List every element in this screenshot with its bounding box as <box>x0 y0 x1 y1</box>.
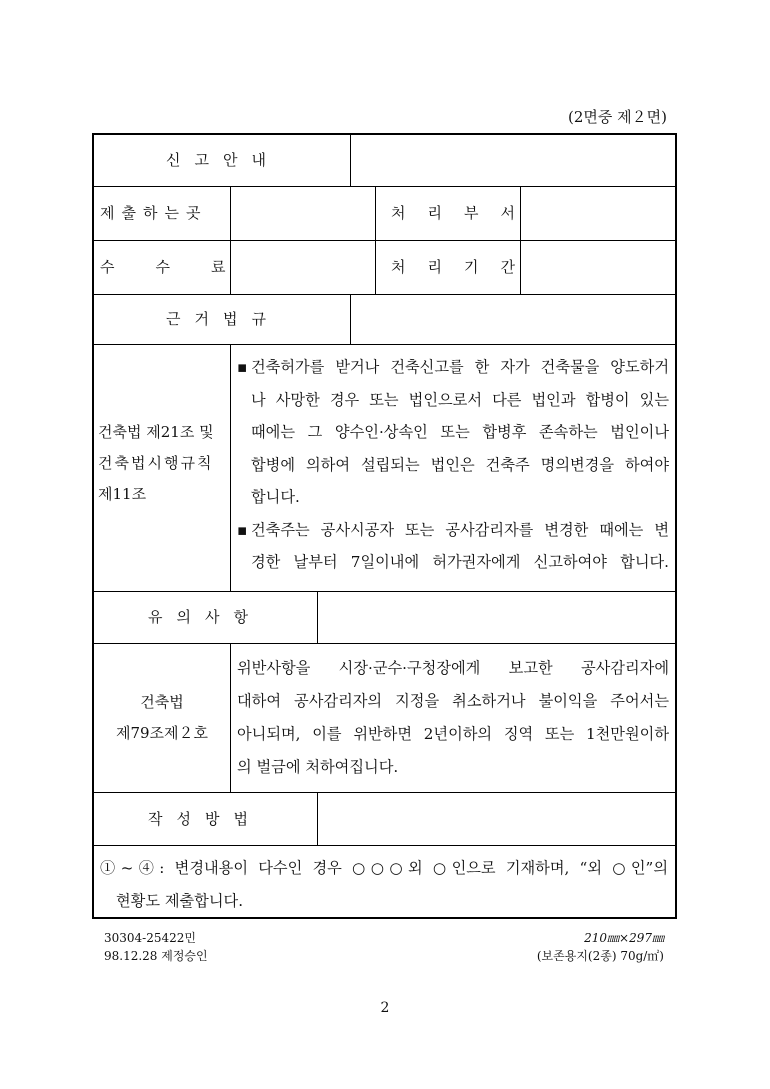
row-divider <box>94 643 675 644</box>
text-line <box>237 514 669 547</box>
col-divider <box>350 135 351 186</box>
approval-date: 98.12.28 제정승인 <box>104 949 208 963</box>
text: 건축주는 공사시공자 또는 공사감리자를 변경한 때에는 변 <box>251 520 669 539</box>
notes-title: 유의사항 <box>148 608 262 626</box>
method-description <box>100 852 668 918</box>
law2-description <box>237 652 669 784</box>
col-divider <box>230 186 231 294</box>
text-line <box>251 351 669 384</box>
text: 합병에 의하여 설립되는 법인은 건축주 명의변경을 하여야 <box>251 455 669 474</box>
law1-reference <box>94 417 234 510</box>
row-divider <box>94 845 675 846</box>
text-line <box>237 416 669 449</box>
period-label: 처리기간 <box>391 258 537 276</box>
dept-label: 처리부서 <box>391 204 537 222</box>
text-line <box>237 449 669 482</box>
bullet-icon: ▪ <box>237 358 248 376</box>
page-label: (2면중 제２면) <box>568 108 667 126</box>
law1-description <box>237 351 669 579</box>
law1-line: 건축법 제21조 및 <box>98 423 214 441</box>
text: 아니되며, 이를 위반하면 2년이하의 징역 또는 1천만원이하 <box>237 725 669 743</box>
page-number: 2 <box>380 1000 390 1016</box>
text: 합니다. <box>251 488 300 506</box>
text-line <box>237 652 669 685</box>
law2-reference <box>94 687 230 749</box>
paper-type: (보존용지(2종) 70g/㎡) <box>536 949 664 963</box>
text-line <box>100 885 668 918</box>
text-line <box>237 685 669 718</box>
text: 경한 날부터 7일이내에 허가권자에게 신고하여야 합니다. <box>251 553 669 571</box>
col-divider <box>520 186 521 294</box>
text: 현황도 제출합니다. <box>116 892 244 910</box>
form-code: 30304-25422민 <box>104 931 196 945</box>
law1-line: 건축법시행규칙 <box>98 454 214 472</box>
text: ①~④: 변경내용이 다수인 경우 ○○○외 ○인으로 기재하며, “외 ○인”의 <box>100 859 668 877</box>
row-divider <box>94 240 675 241</box>
law2-line: 제79조제２호 <box>115 724 209 742</box>
basis-title: 근거법규 <box>166 310 280 328</box>
text-line <box>237 481 669 514</box>
text: 나 사망한 경우 또는 법인으로서 다른 법인과 합병이 있는 <box>251 390 669 409</box>
text-line <box>237 546 669 579</box>
report-guide-form <box>92 133 677 919</box>
bullet-icon: ▪ <box>237 520 248 539</box>
row-divider <box>94 591 675 592</box>
row-divider <box>94 186 675 187</box>
text: 때에는 그 양수인·상속인 또는 합병후 존속하는 법인이나 <box>251 423 669 441</box>
law1-line: 제11조 <box>98 485 147 503</box>
law2-line: 건축법 <box>140 693 184 711</box>
text-line <box>237 384 669 417</box>
text-line <box>237 718 669 751</box>
col-divider <box>350 294 351 344</box>
col-divider <box>317 792 318 845</box>
row-divider <box>94 344 675 345</box>
text: 의 벌금에 처하여집니다. <box>237 758 399 776</box>
fee-label: 수수료 <box>100 258 267 276</box>
row-divider <box>94 294 675 295</box>
paper-size: 210㎜×297㎜ <box>584 931 664 945</box>
text: 건축허가를 받거나 건축신고를 한 자가 건축물을 양도하거 <box>251 358 669 376</box>
text: 대하여 공사감리자의 지정을 취소하거나 불이익을 주어서는 <box>237 692 669 710</box>
submit-to-label: 제출하는곳 <box>100 204 208 222</box>
method-title: 작성방법 <box>148 810 262 828</box>
row-divider <box>94 792 675 793</box>
guide-title: 신고안내 <box>166 151 280 169</box>
text-line <box>237 351 669 384</box>
text-line <box>100 852 668 885</box>
col-divider <box>230 643 231 792</box>
col-divider <box>317 591 318 643</box>
col-divider <box>375 186 376 294</box>
text: 위반사항을 시장·군수·구청장에게 보고한 공사감리자에 <box>237 659 669 677</box>
text-line <box>237 751 669 784</box>
